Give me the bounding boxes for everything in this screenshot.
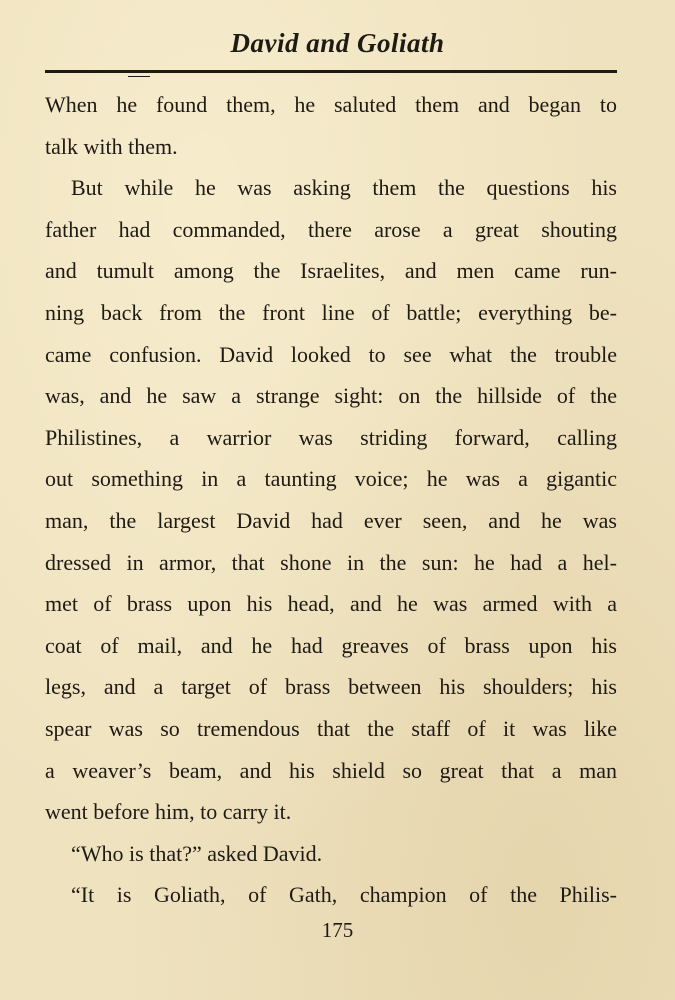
text-line: talk with them.: [45, 133, 178, 159]
header-rule: [45, 70, 617, 73]
text-line: When he found them, he saluted them and began to: [45, 92, 617, 117]
text-line: father had commanded, there arose a great shouting: [45, 216, 617, 242]
text-line: went before him, to carry it.: [45, 799, 292, 825]
running-head: David and Goliath: [230, 28, 445, 58]
text-line: Philistines, a warrior was striding forward, calling: [45, 424, 617, 450]
text-line: spear was so tremendous that the staff of it was like: [45, 715, 617, 741]
body-text: [45, 84, 617, 916]
text-line: But while he was asking them the questions his: [71, 175, 617, 201]
text-line: came confusion. David looked to see what the trouble: [45, 341, 617, 367]
text-line: “It is Goliath, of Gath, champion of the Philis-: [71, 882, 617, 908]
text-line: met of brass upon his head, and he was armed with a: [45, 591, 617, 617]
text-line: dressed in armor, that shone in the sun: he had a hel-: [45, 549, 617, 575]
text-line: ning back from the front line of battle; everything be-: [45, 299, 617, 325]
text-line: a weaver’s beam, and his shield so great that a man: [45, 757, 617, 783]
header-rule-ornament: [128, 76, 150, 77]
text-line: coat of mail, and he had greaves of brass upon his: [45, 632, 617, 658]
text-line: out something in a taunting voice; he was a gigantic: [45, 466, 617, 492]
text-line: legs, and a target of brass between his shoulders; his: [45, 674, 617, 700]
text-line: man, the largest David had ever seen, and he was: [45, 507, 617, 533]
text-line: was, and he saw a strange sight: on the hillside of the: [45, 383, 617, 409]
text-line: “Who is that?” asked David.: [71, 840, 323, 866]
text-line: and tumult among the Israelites, and men came run-: [45, 258, 617, 284]
page-number: 175: [321, 918, 354, 942]
